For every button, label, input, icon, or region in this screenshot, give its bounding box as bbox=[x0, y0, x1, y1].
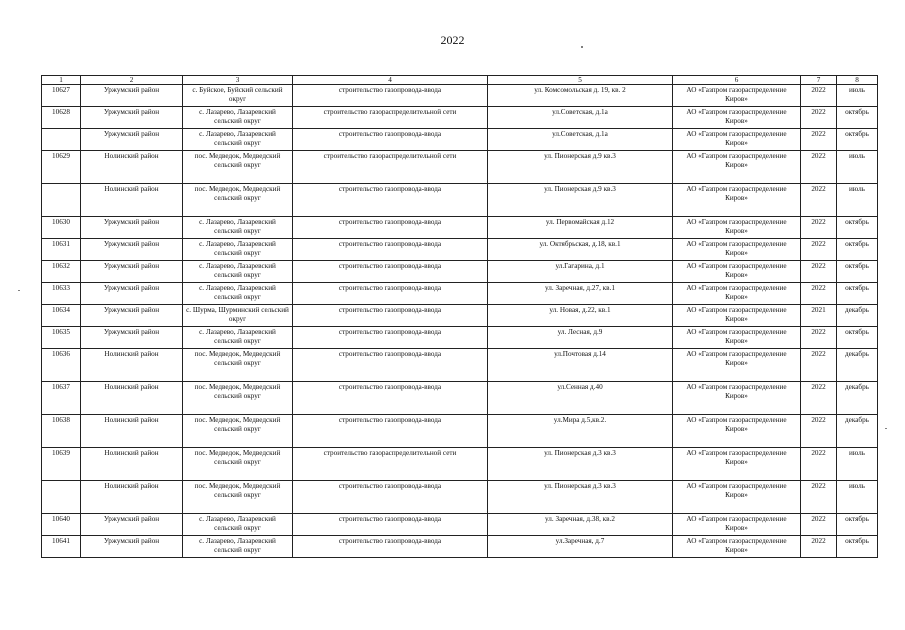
organization-cell: АО «Газпром газораспределение Киров» bbox=[673, 85, 801, 107]
table-row bbox=[42, 415, 878, 448]
month-cell: декабрь bbox=[837, 382, 878, 415]
address-cell: ул.Гагарина, д.1 bbox=[488, 261, 673, 283]
scan-speck bbox=[581, 46, 583, 48]
month-cell: июль bbox=[837, 448, 878, 481]
address-cell: ул.Почтовая д.14 bbox=[488, 349, 673, 382]
registry-number-cell: 10631 bbox=[42, 239, 81, 261]
table-row bbox=[42, 217, 878, 239]
settlement-cell: с. Лазарево, Лазаревский сельский округ bbox=[183, 536, 293, 558]
address-cell: ул. Первомайская д.12 bbox=[488, 217, 673, 239]
month-cell: июль bbox=[837, 481, 878, 514]
district-cell: Уржумский район bbox=[81, 239, 183, 261]
organization-cell: АО «Газпром газораспределение Киров» bbox=[673, 261, 801, 283]
registry-number-cell: 10640 bbox=[42, 514, 81, 536]
address-cell: ул.Мира д.5,кв.2. bbox=[488, 415, 673, 448]
table-row bbox=[42, 327, 878, 349]
year-cell: 2022 bbox=[801, 85, 837, 107]
column-header: 6 bbox=[673, 76, 801, 85]
work-type-cell: строительство газопровода-ввода bbox=[293, 327, 488, 349]
organization-cell: АО «Газпром газораспределение Киров» bbox=[673, 107, 801, 129]
settlement-cell: с. Лазарево, Лазаревский сельский округ bbox=[183, 129, 293, 151]
organization-cell: АО «Газпром газораспределение Киров» bbox=[673, 415, 801, 448]
table-row bbox=[42, 239, 878, 261]
settlement-cell: с. Лазарево, Лазаревский сельский округ bbox=[183, 327, 293, 349]
address-cell: ул. Лесная, д.9 bbox=[488, 327, 673, 349]
year-cell: 2022 bbox=[801, 184, 837, 217]
table-row bbox=[42, 151, 878, 184]
month-cell: декабрь bbox=[837, 349, 878, 382]
organization-cell: АО «Газпром газораспределение Киров» bbox=[673, 448, 801, 481]
registry-number-cell: 10627 bbox=[42, 85, 81, 107]
year-cell: 2022 bbox=[801, 327, 837, 349]
address-cell: ул.Заречная, д.7 bbox=[488, 536, 673, 558]
year-cell: 2021 bbox=[801, 305, 837, 327]
year-cell: 2022 bbox=[801, 107, 837, 129]
address-cell: ул. Заречная, д.38, кв.2 bbox=[488, 514, 673, 536]
organization-cell: АО «Газпром газораспределение Киров» bbox=[673, 129, 801, 151]
month-cell: октябрь bbox=[837, 239, 878, 261]
month-cell: июль bbox=[837, 184, 878, 217]
registry-number-cell: 10641 bbox=[42, 536, 81, 558]
work-type-cell: строительство газопровода-ввода bbox=[293, 85, 488, 107]
work-type-cell: строительство газопровода-ввода bbox=[293, 382, 488, 415]
table-row bbox=[42, 536, 878, 558]
scan-speck bbox=[885, 428, 887, 429]
year-cell: 2022 bbox=[801, 283, 837, 305]
work-type-cell: строительство газопровода-ввода bbox=[293, 514, 488, 536]
registry-number-cell: 10629 bbox=[42, 151, 81, 184]
registry-number-cell: 10634 bbox=[42, 305, 81, 327]
district-cell: Уржумский район bbox=[81, 129, 183, 151]
month-cell: июль bbox=[837, 151, 878, 184]
settlement-cell: с. Лазарево, Лазаревский сельский округ bbox=[183, 239, 293, 261]
month-cell: июль bbox=[837, 85, 878, 107]
table-row bbox=[42, 283, 878, 305]
year-cell: 2022 bbox=[801, 536, 837, 558]
table-row bbox=[42, 514, 878, 536]
registry-number-cell: 10633 bbox=[42, 283, 81, 305]
organization-cell: АО «Газпром газораспределение Киров» bbox=[673, 305, 801, 327]
registry-number-cell: 10638 bbox=[42, 415, 81, 448]
organization-cell: АО «Газпром газораспределение Киров» bbox=[673, 151, 801, 184]
district-cell: Уржумский район bbox=[81, 107, 183, 129]
year-cell: 2022 bbox=[801, 382, 837, 415]
district-cell: Уржумский район bbox=[81, 514, 183, 536]
organization-cell: АО «Газпром газораспределение Киров» bbox=[673, 349, 801, 382]
registry-number-cell: 10628 bbox=[42, 107, 81, 129]
column-header: 5 bbox=[488, 76, 673, 85]
month-cell: октябрь bbox=[837, 217, 878, 239]
address-cell: ул.Советская, д.1а bbox=[488, 107, 673, 129]
organization-cell: АО «Газпром газораспределение Киров» bbox=[673, 184, 801, 217]
settlement-cell: с. Лазарево, Лазаревский сельский округ bbox=[183, 217, 293, 239]
district-cell: Нолинский район bbox=[81, 382, 183, 415]
table-row bbox=[42, 107, 878, 129]
column-header: 8 bbox=[837, 76, 878, 85]
column-header: 3 bbox=[183, 76, 293, 85]
settlement-cell: пос. Медведок, Медведский сельский округ bbox=[183, 349, 293, 382]
address-cell: ул. Пионерская д.3 кв.3 bbox=[488, 481, 673, 514]
table-row bbox=[42, 481, 878, 514]
month-cell: октябрь bbox=[837, 514, 878, 536]
gas-connection-table bbox=[41, 75, 878, 558]
registry-number-cell bbox=[42, 481, 81, 514]
registry-number-cell: 10635 bbox=[42, 327, 81, 349]
work-type-cell: строительство газораспределительной сети bbox=[293, 448, 488, 481]
district-cell: Уржумский район bbox=[81, 283, 183, 305]
district-cell: Уржумский район bbox=[81, 327, 183, 349]
table-header-row bbox=[42, 76, 878, 85]
table-row bbox=[42, 85, 878, 107]
registry-number-cell: 10630 bbox=[42, 217, 81, 239]
settlement-cell: пос. Медведок, Медведский сельский округ bbox=[183, 448, 293, 481]
district-cell: Уржумский район bbox=[81, 305, 183, 327]
organization-cell: АО «Газпром газораспределение Киров» bbox=[673, 514, 801, 536]
year-cell: 2022 bbox=[801, 129, 837, 151]
address-cell: ул. Октябрьская, д.18, кв.1 bbox=[488, 239, 673, 261]
year-cell: 2022 bbox=[801, 239, 837, 261]
work-type-cell: строительство газопровода-ввода bbox=[293, 349, 488, 382]
column-header: 7 bbox=[801, 76, 837, 85]
table-row bbox=[42, 129, 878, 151]
district-cell: Уржумский район bbox=[81, 217, 183, 239]
address-cell: ул. Заречная, д.27, кв.1 bbox=[488, 283, 673, 305]
month-cell: октябрь bbox=[837, 327, 878, 349]
year-cell: 2022 bbox=[801, 415, 837, 448]
settlement-cell: с. Лазарево, Лазаревский сельский округ bbox=[183, 107, 293, 129]
settlement-cell: пос. Медведок, Медведский сельский округ bbox=[183, 415, 293, 448]
work-type-cell: строительство газопровода-ввода bbox=[293, 305, 488, 327]
registry-number-cell bbox=[42, 184, 81, 217]
settlement-cell: с. Лазарево, Лазаревский сельский округ bbox=[183, 283, 293, 305]
column-header: 1 bbox=[42, 76, 81, 85]
work-type-cell: строительство газопровода-ввода bbox=[293, 283, 488, 305]
organization-cell: АО «Газпром газораспределение Киров» bbox=[673, 382, 801, 415]
registry-number-cell bbox=[42, 129, 81, 151]
work-type-cell: строительство газораспределительной сети bbox=[293, 151, 488, 184]
work-type-cell: строительство газопровода-ввода bbox=[293, 261, 488, 283]
organization-cell: АО «Газпром газораспределение Киров» bbox=[673, 217, 801, 239]
work-type-cell: строительство газопровода-ввода bbox=[293, 481, 488, 514]
settlement-cell: пос. Медведок, Медведский сельский округ bbox=[183, 382, 293, 415]
table-row bbox=[42, 261, 878, 283]
organization-cell: АО «Газпром газораспределение Киров» bbox=[673, 239, 801, 261]
work-type-cell: строительство газопровода-ввода bbox=[293, 129, 488, 151]
year-cell: 2022 bbox=[801, 151, 837, 184]
work-type-cell: строительство газопровода-ввода bbox=[293, 415, 488, 448]
column-header: 2 bbox=[81, 76, 183, 85]
organization-cell: АО «Газпром газораспределение Киров» bbox=[673, 327, 801, 349]
month-cell: октябрь bbox=[837, 129, 878, 151]
table-row bbox=[42, 448, 878, 481]
district-cell: Нолинский район bbox=[81, 349, 183, 382]
registry-number-cell: 10632 bbox=[42, 261, 81, 283]
year-cell: 2022 bbox=[801, 349, 837, 382]
column-header: 4 bbox=[293, 76, 488, 85]
work-type-cell: строительство газопровода-ввода bbox=[293, 239, 488, 261]
month-cell: октябрь bbox=[837, 536, 878, 558]
district-cell: Уржумский район bbox=[81, 536, 183, 558]
organization-cell: АО «Газпром газораспределение Киров» bbox=[673, 481, 801, 514]
year-cell: 2022 bbox=[801, 481, 837, 514]
district-cell: Нолинский район bbox=[81, 415, 183, 448]
settlement-cell: пос. Медведок, Медведский сельский округ bbox=[183, 184, 293, 217]
table-row bbox=[42, 184, 878, 217]
scan-speck bbox=[18, 290, 20, 291]
registry-number-cell: 10639 bbox=[42, 448, 81, 481]
organization-cell: АО «Газпром газораспределение Киров» bbox=[673, 283, 801, 305]
settlement-cell: пос. Медведок, Медведский сельский округ bbox=[183, 481, 293, 514]
year-cell: 2022 bbox=[801, 448, 837, 481]
table-row bbox=[42, 305, 878, 327]
page-title: 2022 bbox=[440, 33, 465, 47]
work-type-cell: строительство газопровода-ввода bbox=[293, 217, 488, 239]
work-type-cell: строительство газораспределительной сети bbox=[293, 107, 488, 129]
district-cell: Нолинский район bbox=[81, 481, 183, 514]
work-type-cell: строительство газопровода-ввода bbox=[293, 184, 488, 217]
district-cell: Уржумский район bbox=[81, 85, 183, 107]
month-cell: октябрь bbox=[837, 261, 878, 283]
district-cell: Нолинский район bbox=[81, 184, 183, 217]
table-row bbox=[42, 349, 878, 382]
settlement-cell: с. Буйское, Буйский сельский округ bbox=[183, 85, 293, 107]
month-cell: октябрь bbox=[837, 107, 878, 129]
address-cell: ул. Пионерская д.9 кв.3 bbox=[488, 184, 673, 217]
month-cell: октябрь bbox=[837, 283, 878, 305]
settlement-cell: с. Лазарево, Лазаревский сельский округ bbox=[183, 261, 293, 283]
month-cell: декабрь bbox=[837, 305, 878, 327]
settlement-cell: с. Лазарево, Лазаревский сельский округ bbox=[183, 514, 293, 536]
district-cell: Нолинский район bbox=[81, 448, 183, 481]
address-cell: ул. Новая, д.22, кв.1 bbox=[488, 305, 673, 327]
month-cell: декабрь bbox=[837, 415, 878, 448]
district-cell: Уржумский район bbox=[81, 261, 183, 283]
address-cell: ул.Сенная д.40 bbox=[488, 382, 673, 415]
organization-cell: АО «Газпром газораспределение Киров» bbox=[673, 536, 801, 558]
district-cell: Нолинский район bbox=[81, 151, 183, 184]
year-cell: 2022 bbox=[801, 217, 837, 239]
address-cell: ул. Комсомольская д. 19, кв. 2 bbox=[488, 85, 673, 107]
year-cell: 2022 bbox=[801, 514, 837, 536]
settlement-cell: пос. Медведок, Медведский сельский округ bbox=[183, 151, 293, 184]
registry-number-cell: 10636 bbox=[42, 349, 81, 382]
registry-number-cell: 10637 bbox=[42, 382, 81, 415]
work-type-cell: строительство газопровода-ввода bbox=[293, 536, 488, 558]
table-row bbox=[42, 382, 878, 415]
settlement-cell: с. Шурма, Шурминский сельский округ bbox=[183, 305, 293, 327]
address-cell: ул. Пионерская д.3 кв.3 bbox=[488, 448, 673, 481]
year-cell: 2022 bbox=[801, 261, 837, 283]
address-cell: ул. Пионерская д.9 кв.3 bbox=[488, 151, 673, 184]
address-cell: ул.Советская, д.1а bbox=[488, 129, 673, 151]
